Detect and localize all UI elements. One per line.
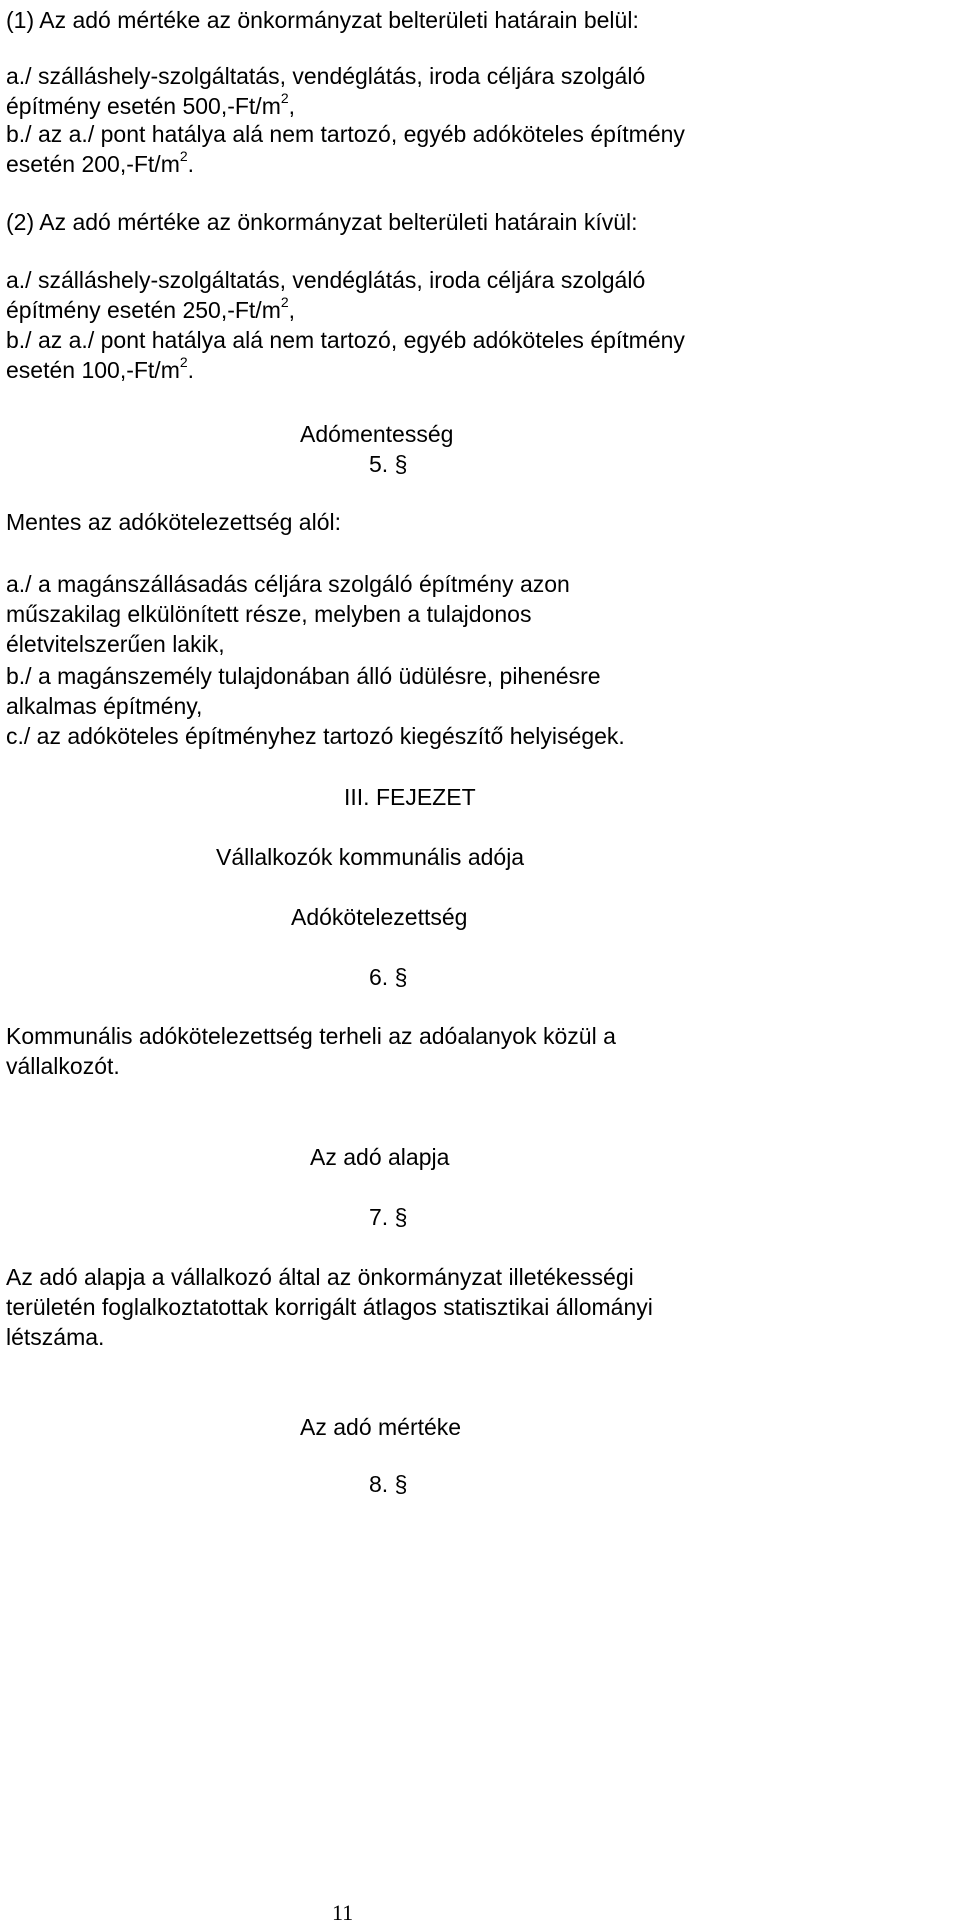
page-number: 11 bbox=[332, 1900, 354, 1925]
section5-a-line1: a./ a magánszállásadás céljára szolgáló építmény azon bbox=[6, 571, 570, 597]
section7-line1: Az adó alapja a vállalkozó által az önkormányzat illetékességi bbox=[6, 1264, 634, 1290]
section5-a-line2: műszakilag elkülönített része, melyben a tulajdonos bbox=[6, 601, 532, 627]
chapter-heading: Adókötelezettség bbox=[291, 904, 468, 930]
section8-heading: Az adó mértéke bbox=[300, 1414, 462, 1440]
p2-b-line2: esetén $100,-Ft/m^2$. bbox=[6, 354, 195, 383]
p1-b-line2: esetén $200,-Ft/m^2$. bbox=[6, 148, 195, 177]
section5-number: 5. § bbox=[369, 451, 408, 477]
section5-b-line2: alkalmas építmény, bbox=[6, 693, 203, 719]
chapter-title: III. FEJEZET bbox=[344, 784, 476, 810]
section5-intro: Mentes az adókötelezettség alól: bbox=[6, 509, 341, 535]
section7-line3: létszáma. bbox=[6, 1324, 105, 1350]
p2-a-line2: építmény esetén $250,-Ft/m^2$, bbox=[6, 294, 296, 323]
p2-intro: (2) Az adó mértéke az önkormányzat belterületi határain kívül: bbox=[6, 209, 638, 235]
p1-b-line1: b./ az a./ pont hatálya alá nem tartozó, egyéb adóköteles építmény bbox=[6, 121, 685, 147]
section6-number: 6. § bbox=[369, 964, 408, 990]
p1-a-line2: építmény esetén $500,-Ft/m^2$, bbox=[6, 90, 296, 119]
section5-heading: Adómentesség bbox=[300, 421, 454, 447]
chapter-subtitle: Vállalkozók kommunális adója bbox=[216, 844, 525, 870]
p2-a-line1: a./ szálláshely-szolgáltatás, vendéglátás, iroda céljára szolgáló bbox=[6, 267, 646, 293]
section7-number: 7. § bbox=[369, 1204, 408, 1230]
section5-b-line1: b./ a magánszemély tulajdonában álló üdülésre, pihenésre bbox=[6, 663, 601, 689]
p2-b-line1: b./ az a./ pont hatálya alá nem tartozó, egyéb adóköteles építmény bbox=[6, 327, 685, 353]
section8-number: 8. § bbox=[369, 1471, 408, 1497]
p1-a-line1: a./ szálláshely-szolgáltatás, vendéglátás, iroda céljára szolgáló bbox=[6, 63, 646, 89]
section6-line2: vállalkozót. bbox=[6, 1053, 120, 1079]
p1-intro: (1) Az adó mértéke az önkormányzat belterületi határain belül: bbox=[6, 7, 639, 33]
section7-line2: területén foglalkoztatottak korrigált átlagos statisztikai állományi bbox=[6, 1294, 653, 1320]
section7-heading: Az adó alapja bbox=[310, 1144, 450, 1170]
section5-a-line3: életvitelszerűen lakik, bbox=[6, 631, 225, 657]
section6-line1: Kommunális adókötelezettség terheli az adóalanyok közül a bbox=[6, 1023, 616, 1049]
section5-c-line1: c./ az adóköteles építményhez tartozó kiegészítő helyiségek. bbox=[6, 723, 625, 749]
